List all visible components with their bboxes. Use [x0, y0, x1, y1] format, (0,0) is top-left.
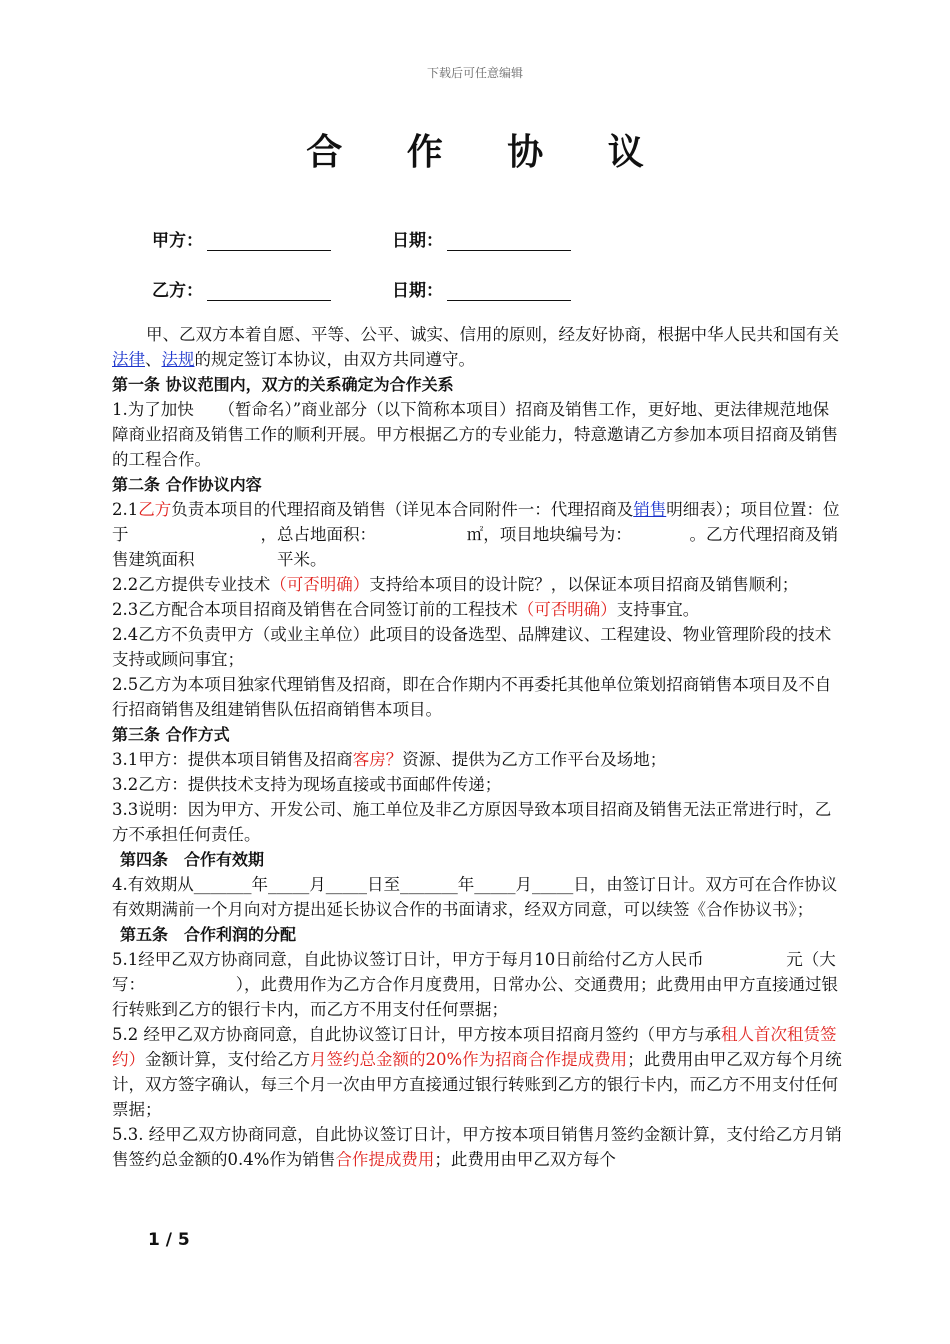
clause-5-3-end: ；此费用由甲乙双方每个 — [434, 1150, 616, 1169]
clause-3-1-end: 资源、提供为乙方工作平台及场地； — [402, 750, 667, 769]
article-5-heading: 第五条 合作利润的分配 — [120, 925, 297, 944]
header-note: 下载后可任意编辑 — [426, 66, 523, 80]
party-b-date-label: 日期： — [392, 281, 443, 301]
article-3-paragraph-1 — [112, 747, 842, 772]
clause-2-3-end: 支持事宜。 — [616, 600, 700, 619]
article-1-heading: 第一条 协议范围内，双方的关系确定为合作关系 — [112, 375, 454, 394]
regulation-link[interactable]: 法规 — [161, 350, 195, 369]
clause-2-3-start: 2.3乙方配合本项目招商及销售在合同签订前的工程技术 — [112, 600, 518, 619]
article-5-paragraph-1: 5.1经甲乙双方协商同意，自此协议签订日计，甲方于每月10日前给付乙方人民币 元（大写： ），此费用作为乙方合作月度费用，日常办公、交通费用；此费用由甲方直接通过银行转账到乙方的银行卡内，而乙方不用支付任何票据； — [112, 950, 838, 1019]
party-a-signature-line[interactable] — [207, 232, 331, 251]
article-2-paragraph-3 — [112, 597, 842, 622]
clause-2-2-start: 2.2乙方提供专业技术 — [112, 575, 271, 594]
clause-2-1-text: 负责本项目的代理招商及销售（详见本合同附件一：代理招商及 — [171, 500, 634, 519]
intro-line-2-end: 的规定签订本协议，由双方共同遵守。 — [194, 350, 475, 369]
clause-2-3-note: （可否明确） — [517, 600, 617, 619]
page-number: 1 / 5 — [148, 1230, 190, 1250]
article-2-paragraph-4: 2.4乙方不负责甲方（或业主单位）此项目的设备选型、品牌建议、工程建设、物业管理阶段的技术支持或顾问事宜； — [112, 625, 832, 669]
clause-2-1-location: 项目位置：位于 ，总占地面积： ㎡，项目地块编号为： 。乙方代理招商及销售建筑面积 平米。 — [112, 500, 840, 569]
sales-link[interactable]: 销售 — [633, 500, 667, 519]
clause-2-2-note: （可否明确） — [270, 575, 370, 594]
article-2-paragraph-2 — [112, 572, 842, 597]
intro-line-1: 甲、乙双方本着自愿、平等、公平、诚实、信用的原则，经友好协商，根据中华 — [146, 325, 724, 344]
article-3-paragraph-3: 3.3说明：因为甲方、开发公司、施工单位及非乙方原因导致本项目招商及销售无法正常进行时，乙方不承担任何责任。 — [112, 800, 832, 844]
clause-5-2-start: 5.2 经甲乙双方协商同意，自此协议签订日计，甲方按本项目招商月签约（甲方与承 — [112, 1025, 721, 1044]
article-4-paragraph-1: 4.有效期从_______年_____月_____日至_______年_____月_____日，由签订日计。双方可在合作协议有效期满前一个月向对方提出延长协议合作的书面请求，经双方同意，可以续签《合作协议书》； — [112, 875, 838, 919]
article-1-paragraph-1: 1.为了加快 （暂命名）”商业部分（以下简称本项目）招商及销售工作，更好地、更法律规范地保障商业招商及销售工作的顺利开展。甲方根据乙方的专业能力，特意邀请乙方参加本项目招商及销售的工程合作。 — [112, 400, 838, 469]
clause-5-2-middle: 金额计算，支付给乙方 — [145, 1050, 310, 1069]
law-link[interactable]: 法律 — [112, 350, 145, 369]
clause-2-2-end: 支持给本项目的设计院？，以保证本项目招商及销售顺利； — [369, 575, 799, 594]
clause-5-2-end: ；此费用由甲乙双方每个月统计，双方签字确认，每三个月一次由甲方直接通过银行转账到乙方的银行卡内，而乙方不用支付任何票据； — [112, 1050, 842, 1119]
agreement-body — [112, 322, 842, 1172]
article-3-heading: 第三条 合作方式 — [112, 725, 230, 744]
clause-2-1-number: 2.1 — [112, 500, 139, 519]
article-3-paragraph-2: 3.2乙方：提供技术支持为现场直接或书面邮件传递； — [112, 775, 502, 794]
clause-3-1-start: 3.1甲方：提供本项目销售及招商 — [112, 750, 353, 769]
clause-3-1-note: 客房？ — [352, 750, 403, 769]
article-5-paragraph-2 — [112, 1022, 842, 1122]
party-a-label: 甲方： — [152, 231, 203, 251]
article-2-paragraph-5: 2.5乙方为本项目独家代理销售及招商，即在合作期内不再委托其他单位策划招商销售本项目及不自行招商销售及组建销售队伍招商销售本项目。 — [112, 675, 832, 719]
article-5-paragraph-3 — [112, 1122, 842, 1172]
clause-5-2-note-1: 租人首次租赁签约） — [112, 1025, 837, 1069]
intro-separator: 、 — [145, 350, 162, 369]
document-title: 合 作 协 议 — [306, 132, 670, 173]
article-4-heading: 第四条 合作有效期 — [120, 850, 265, 869]
clause-5-3-note: 合作提成费用 — [335, 1150, 435, 1169]
party-a-date-label: 日期： — [392, 231, 443, 251]
intro-line-2-start: 人民共和国有关 — [723, 325, 839, 344]
intro-paragraph — [112, 322, 842, 372]
article-2-paragraph-1 — [112, 497, 842, 572]
party-b-signature-line[interactable] — [207, 282, 331, 301]
party-b-date-line[interactable] — [447, 282, 571, 301]
article-2-heading: 第二条 合作协议内容 — [112, 475, 262, 494]
party-a-date-line[interactable] — [447, 232, 571, 251]
clause-2-1-text-end: 明细表）； — [666, 500, 741, 519]
signature-row-party-a — [152, 226, 571, 251]
clause-5-3-start: 5.3. 经甲乙双方协商同意，自此协议签订日计，甲方按本项目销售月签约金额计算，支付给乙方月销售签约总金额的0.4%作为销售 — [112, 1125, 842, 1169]
party-b-label: 乙方： — [152, 281, 203, 301]
clause-5-2-note-2: 月签约总金额的20%作为招商合作提成费用 — [310, 1050, 628, 1069]
party-b-emphasis: 乙方 — [138, 500, 172, 519]
signature-row-party-b — [152, 276, 571, 301]
